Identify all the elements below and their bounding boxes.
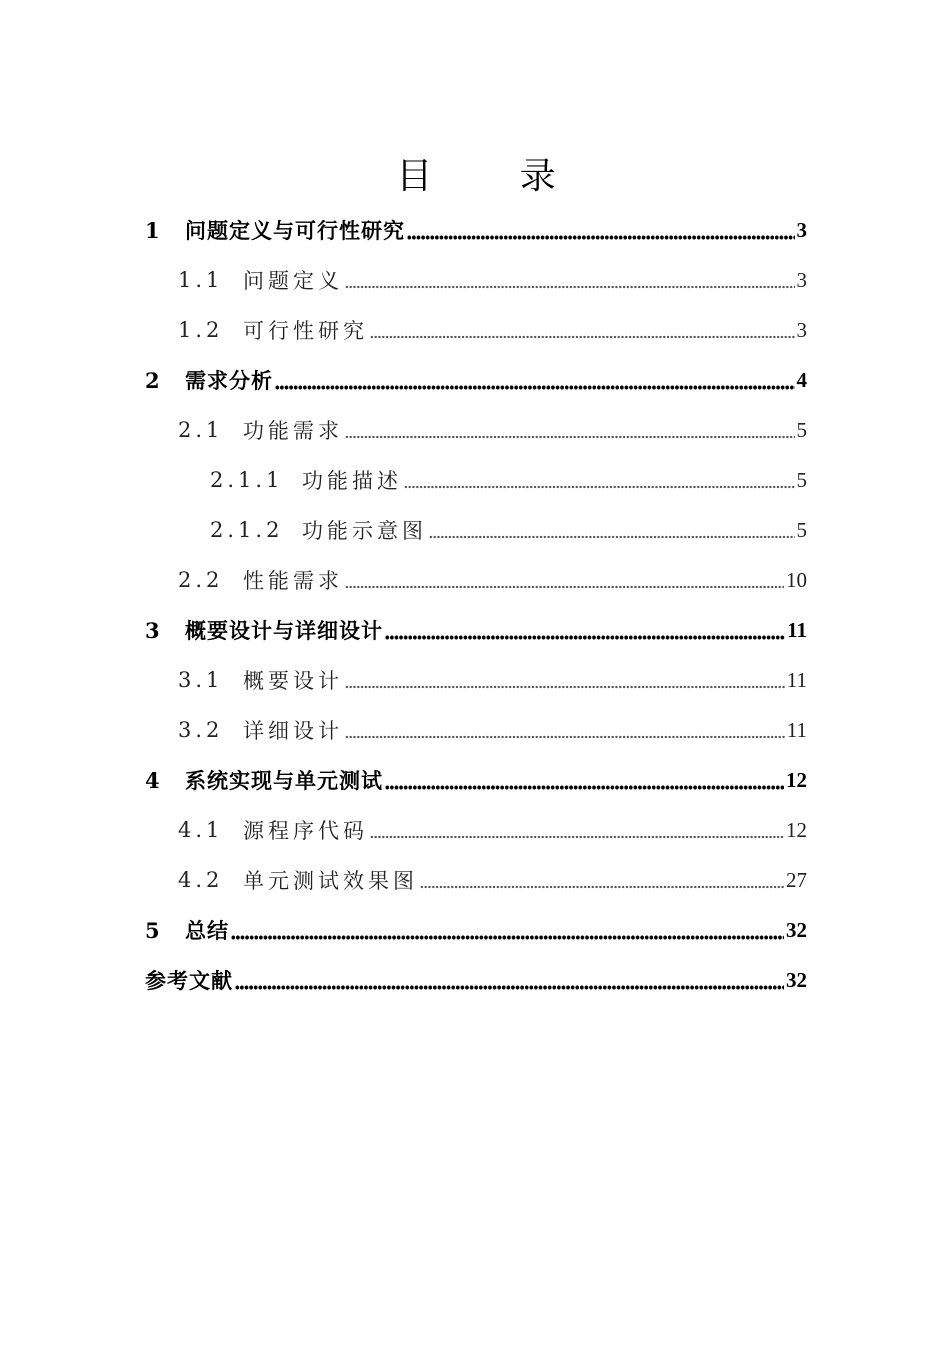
toc-entry-3-2[interactable] <box>145 705 807 755</box>
toc-entry-2[interactable] <box>145 355 807 405</box>
toc-entry-title: 性能需求 <box>243 569 343 593</box>
dot-leader <box>429 535 795 539</box>
dot-leader <box>345 735 785 739</box>
toc-entry-number: 2.1.2 <box>210 518 284 542</box>
dot-leader <box>407 235 795 240</box>
toc-entry-page: 32 <box>786 917 807 942</box>
dot-leader <box>231 935 784 940</box>
toc-entry-title: 功能示意图 <box>302 519 427 543</box>
toc-entry-number: 2.1.1 <box>210 468 284 492</box>
toc-entry-2-1[interactable] <box>145 405 807 455</box>
toc-entry-1-1[interactable] <box>145 255 807 305</box>
toc-entry-number: 3.1 <box>178 668 224 692</box>
toc-entry-1-2[interactable] <box>145 305 807 355</box>
toc-entry-page: 12 <box>786 817 807 842</box>
toc-entry-1[interactable] <box>145 205 807 255</box>
toc-entry-page: 11 <box>786 717 807 742</box>
toc-entry-number: 1.2 <box>178 318 224 342</box>
toc-entry-number: 4 <box>145 767 160 793</box>
dot-leader <box>345 435 795 439</box>
toc-entry-2-1-2[interactable] <box>145 505 807 555</box>
toc-entry-page: 3 <box>796 317 807 342</box>
toc-entry-page: 3 <box>796 267 807 292</box>
toc-entry-title: 详细设计 <box>243 719 343 743</box>
toc-entry-title: 需求分析 <box>185 368 273 393</box>
dot-leader <box>420 885 784 889</box>
dot-leader <box>404 485 795 489</box>
toc-entry-page: 12 <box>786 767 807 792</box>
toc-entry-4-1[interactable] <box>145 805 807 855</box>
toc-entry-3[interactable] <box>145 605 807 655</box>
toc-entry-page: 5 <box>796 517 807 542</box>
dot-leader <box>345 285 795 289</box>
dot-leader <box>385 635 785 640</box>
toc-entry-4[interactable] <box>145 755 807 805</box>
toc-entry-page: 11 <box>786 667 807 692</box>
dot-leader <box>345 585 784 589</box>
toc-entry-number: 3.2 <box>178 718 224 742</box>
toc-entry-2-2[interactable] <box>145 555 807 605</box>
toc-entry-title: 可行性研究 <box>243 319 368 343</box>
toc-entry-number: 1.1 <box>178 268 224 292</box>
toc-entry-page: 4 <box>796 367 807 392</box>
toc-entry-3-1[interactable] <box>145 655 807 705</box>
toc-entry-title: 概要设计 <box>243 669 343 693</box>
dot-leader <box>370 335 795 339</box>
toc-entry-number: 2.2 <box>178 568 224 592</box>
toc-entry-title: 问题定义与可行性研究 <box>185 218 405 243</box>
toc-entry-title: 功能需求 <box>243 419 343 443</box>
toc-entry-page: 5 <box>796 417 807 442</box>
toc-entry-number: 2.1 <box>178 418 224 442</box>
page-title: 目 录 <box>396 156 594 197</box>
toc-entry-number: 4.1 <box>178 818 224 842</box>
toc-entry-4-2[interactable] <box>145 855 807 905</box>
toc-entry-title: 系统实现与单元测试 <box>185 768 383 793</box>
toc-entry-page: 10 <box>786 567 807 592</box>
toc-entry-page: 27 <box>786 867 807 892</box>
toc-entry-references[interactable] <box>145 955 807 1005</box>
toc-entry-title: 总结 <box>185 918 229 943</box>
toc-entry-page: 32 <box>786 967 807 992</box>
toc-entry-page: 3 <box>796 217 807 242</box>
toc-entry-title: 问题定义 <box>243 269 343 293</box>
toc-entry-title: 单元测试效果图 <box>243 869 418 893</box>
dot-leader <box>385 785 784 790</box>
toc-entry-title: 源程序代码 <box>243 819 368 843</box>
toc-entry-title: 功能描述 <box>302 469 402 493</box>
toc-entry-page: 11 <box>787 617 807 642</box>
dot-leader <box>275 385 795 390</box>
toc-entry-number: 2 <box>145 367 160 393</box>
table-of-contents <box>145 205 807 1005</box>
toc-entry-5[interactable] <box>145 905 807 955</box>
dot-leader <box>235 985 784 990</box>
toc-entry-page: 5 <box>796 467 807 492</box>
toc-entry-number: 4.2 <box>178 868 224 892</box>
dot-leader <box>345 685 785 689</box>
toc-entry-2-1-1[interactable] <box>145 455 807 505</box>
toc-entry-title: 参考文献 <box>145 968 233 993</box>
toc-entry-number: 5 <box>145 917 160 943</box>
toc-entry-number: 1 <box>145 217 160 243</box>
toc-entry-title: 概要设计与详细设计 <box>185 618 383 643</box>
toc-entry-number: 3 <box>145 617 160 643</box>
dot-leader <box>370 835 784 839</box>
